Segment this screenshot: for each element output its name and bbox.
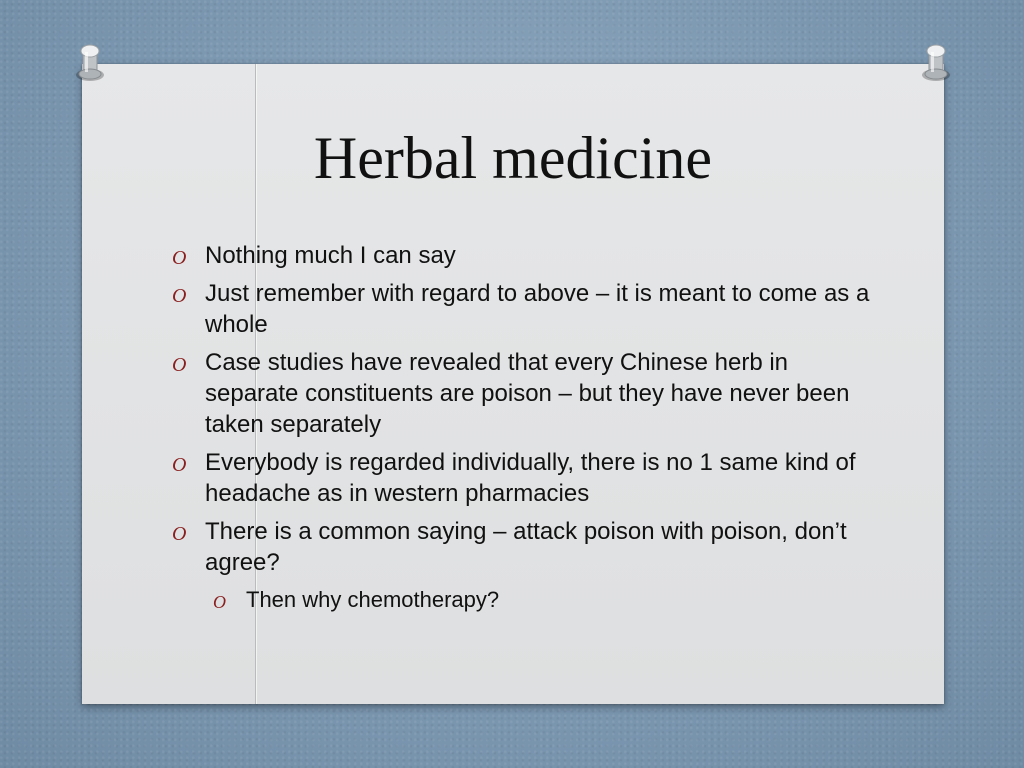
bullet-marker-icon: O	[172, 454, 187, 476]
bullet-marker-icon: O	[172, 247, 187, 269]
bullet-text: Nothing much I can say	[205, 242, 456, 269]
bullet-item	[164, 240, 884, 271]
bullet-list	[164, 240, 884, 622]
sub-bullet-item	[205, 585, 884, 615]
slide-title: Herbal medicine	[313, 125, 713, 191]
pushpin-icon	[918, 42, 954, 82]
bullet-marker-icon: O	[172, 285, 187, 307]
bullet-text: There is a common saying – attack poison with poison, don’t agree?	[205, 518, 847, 576]
bullet-marker-icon: O	[172, 523, 187, 545]
bullet-item	[164, 278, 884, 340]
bullet-text: Just remember with regard to above – it is meant to come as a whole	[205, 280, 870, 338]
bullet-text: Case studies have revealed that every Chinese herb in separate constituents are poison – but they have never been taken separately	[205, 349, 850, 438]
pushpin-icon	[72, 42, 108, 82]
bullet-item	[164, 347, 884, 440]
bullet-text: Everybody is regarded individually, there is no 1 same kind of headache as in western pharmacies	[205, 449, 856, 507]
bullet-marker-icon: O	[172, 354, 187, 376]
bullet-item	[164, 447, 884, 509]
bullet-item	[164, 516, 884, 578]
bullet-marker-icon: O	[213, 592, 226, 612]
bullet-text: Then why chemotherapy?	[246, 587, 500, 612]
